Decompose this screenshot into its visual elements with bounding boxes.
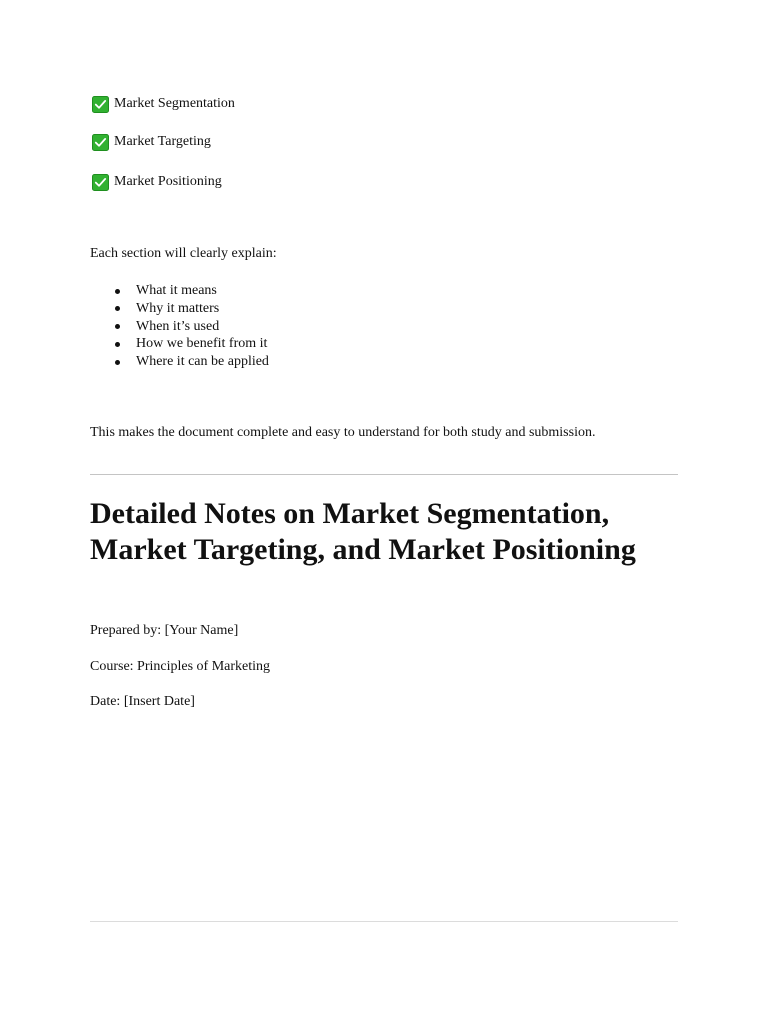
bullet-icon [115, 360, 120, 365]
list-item [136, 300, 269, 318]
bullet-icon [115, 289, 120, 294]
divider [90, 474, 678, 475]
checklist-label: Market Targeting [114, 134, 211, 149]
checklist-label: Market Segmentation [114, 96, 235, 111]
list-item [136, 318, 269, 336]
list-item-text: How we benefit from it [136, 336, 268, 352]
list-item-text: When it’s used [136, 318, 220, 334]
list-item [136, 353, 269, 371]
check-mark-button-icon [92, 174, 109, 191]
check-mark-button-icon [92, 96, 109, 113]
check-mark-button-icon [92, 134, 109, 151]
checklist-label: Market Positioning [114, 174, 222, 189]
list-item-text: Where it can be applied [136, 354, 269, 369]
prepared-by: Prepared by: [Your Name] [90, 623, 239, 638]
summary-paragraph: This makes the document complete and easy to understand for both study and submission. [90, 425, 596, 440]
explain-points-list [90, 282, 269, 371]
date: Date: [Insert Date] [90, 694, 195, 709]
list-item-text: Why it matters [136, 300, 220, 316]
list-item [136, 335, 269, 353]
list-item-text: What it means [136, 283, 217, 298]
section-intro: Each section will clearly explain: [90, 246, 277, 261]
divider [90, 921, 678, 922]
bullet-icon [115, 306, 120, 311]
document-title: Detailed Notes on Market Segmentation, Market Targeting, and Market Positioning [90, 497, 636, 566]
course: Course: Principles of Marketing [90, 659, 271, 674]
bullet-icon [115, 324, 120, 329]
bullet-icon [115, 342, 120, 347]
list-item [136, 282, 269, 300]
